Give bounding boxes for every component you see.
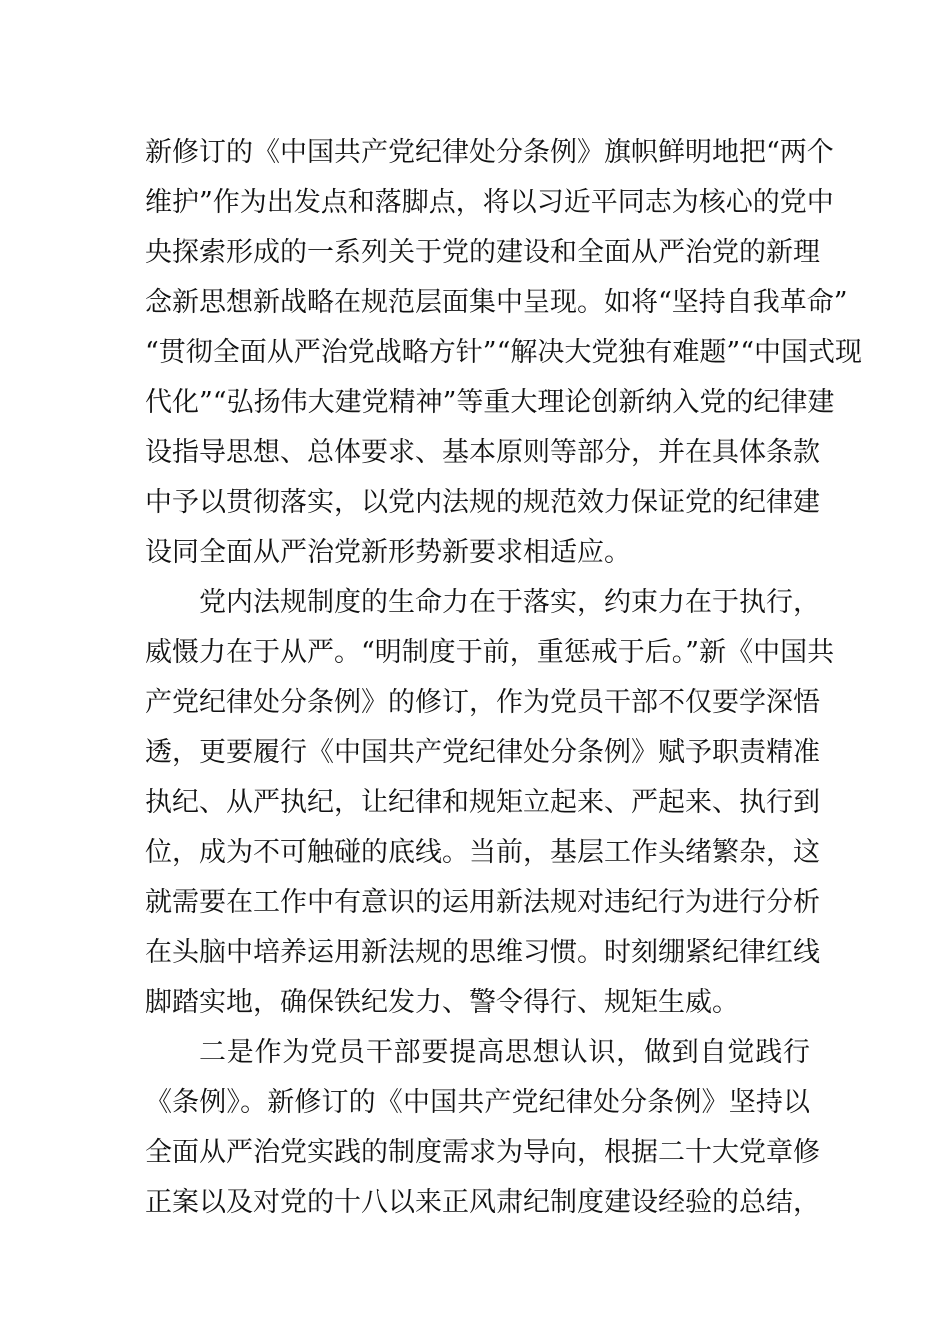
text-line: 央探索形成的一系列关于党的建设和全面从严治党的新理 (145, 237, 820, 268)
text-line: 产党纪律处分条例》的修订，作为党员干部不仅要学深悟 (145, 687, 820, 718)
text-line: 威慑力在于从严。“明制度于前，重惩戒于后。”新《中国共 (145, 637, 835, 668)
text-line: 设同全面从严治党新形势新要求相适应。 (145, 537, 631, 568)
text-line: 位，成为不可触碰的底线。当前，基层工作头绪繁杂，这 (145, 837, 820, 868)
text-line: 维护”作为出发点和落脚点，将以习近平同志为核心的党中 (145, 187, 834, 218)
text-line: 二是作为党员干部要提高思想认识，做到自觉践行 (199, 1037, 810, 1068)
text-line: 新修订的《中国共产党纪律处分条例》旗帜鲜明地把“两个 (145, 137, 834, 168)
text-line: “贯彻全面从严治党战略方针”“解决大党独有难题”“中国式现 (145, 337, 863, 368)
text-line: 念新思想新战略在规范层面集中呈现。如将“坚持自我革命” (145, 287, 848, 318)
text-line: 在头脑中培养运用新法规的思维习惯。时刻绷紧纪律红线 (145, 937, 820, 968)
text-line: 设指导思想、总体要求、基本原则等部分，并在具体条款 (145, 437, 820, 468)
text-line: 脚踏实地，确保铁纪发力、警令得行、规矩生威。 (145, 987, 739, 1018)
text-line: 全面从严治党实践的制度需求为导向，根据二十大党章修 (145, 1137, 820, 1168)
text-line: 就需要在工作中有意识的运用新法规对违纪行为进行分析 (145, 887, 820, 918)
text-line: 《条例》。新修订的《中国共产党纪律处分条例》坚持以 (145, 1087, 810, 1118)
text-line: 中予以贯彻落实，以党内法规的规范效力保证党的纪律建 (145, 487, 820, 518)
text-line: 执纪、从严执纪，让纪律和规矩立起来、严起来、执行到 (145, 787, 820, 818)
text-line: 正案以及对党的十八以来正风肃纪制度建设经验的总结， (145, 1187, 820, 1218)
text-line: 代化”“弘扬伟大建党精神”等重大理论创新纳入党的纪律建 (145, 387, 835, 418)
text-line: 党内法规制度的生命力在于落实，约束力在于执行， (199, 587, 820, 618)
document-body (145, 128, 863, 1228)
text-line: 透，更要履行《中国共产党纪律处分条例》赋予职责精准 (145, 737, 820, 768)
